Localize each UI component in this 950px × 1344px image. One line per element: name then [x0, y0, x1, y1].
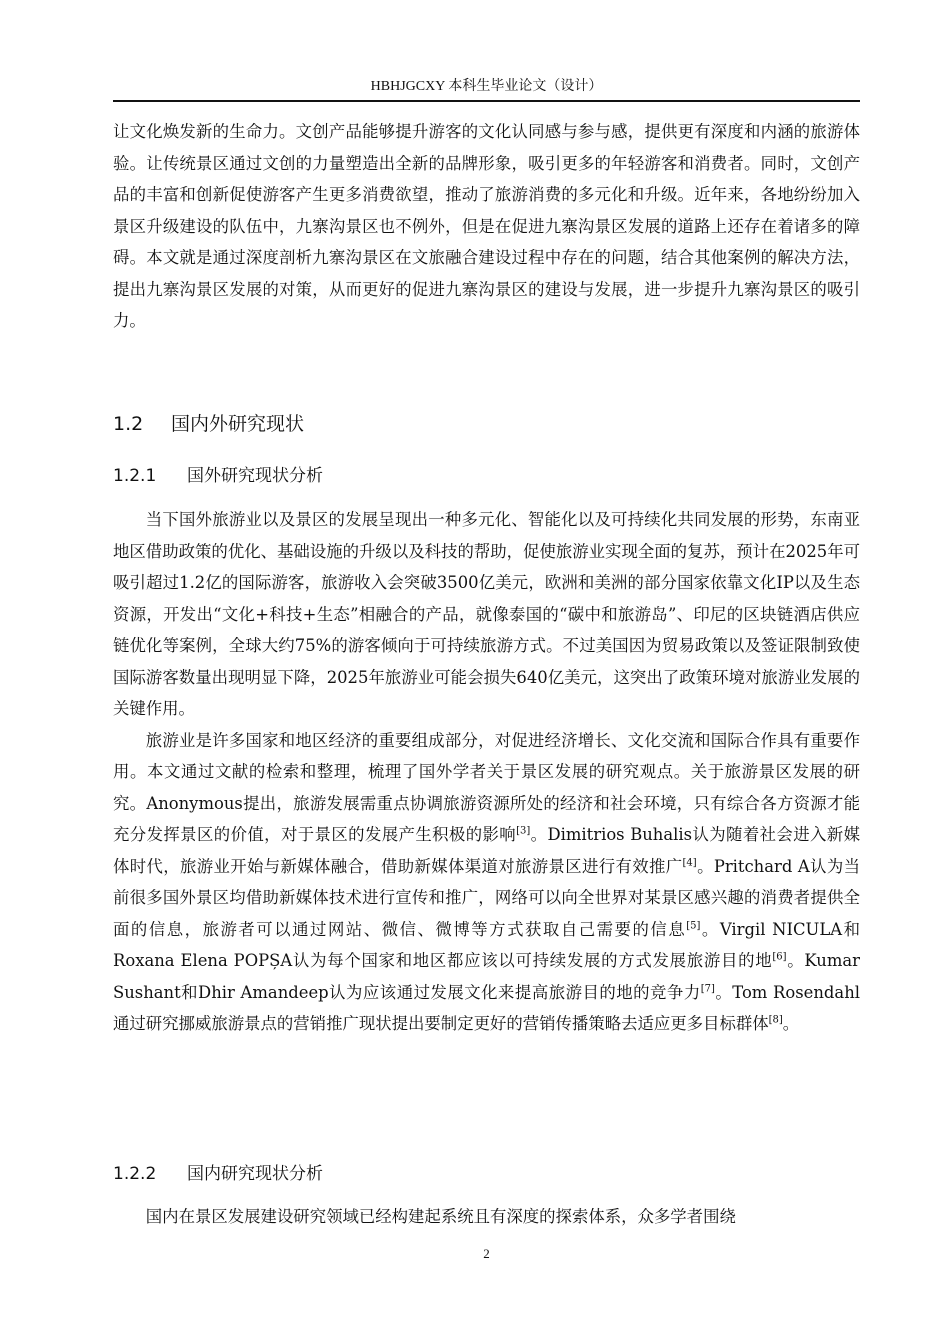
citation-ref: [7] — [700, 983, 715, 995]
section-number: 1.2.1 — [113, 466, 157, 486]
text-segment: 旅游业是许多国家和地区经济的重要组成部分，对促进经济增长、文化交流和国际合作具有重要作用。本文通过文献的检索和整理，梳理了国外学者关于景区发展的研究观点。关于旅游景区发展的研究。Anonymous提出，旅游发展需重点协调旅游资源所处的经济和社会环境，只有综合各方资源才能充分发挥景区的价值，对于景区的发展产生积极的影响 — [113, 730, 860, 844]
foreign-research-paragraph-2 — [113, 725, 860, 1040]
foreign-research-block — [113, 504, 860, 1040]
text-segment: 。 — [782, 1014, 800, 1033]
citation-ref: [5] — [686, 920, 701, 932]
citation-ref: [3] — [516, 825, 531, 837]
section-title: 国内研究现状分析 — [187, 1164, 323, 1184]
section-title: 国内外研究现状 — [171, 413, 305, 435]
text-segment: 。Dimitrios Buhalis认为随着社会进入新媒体时代，旅游业开始与新媒体融合，借助新媒体渠道对旅游景区进行有效推广 — [113, 825, 860, 876]
foreign-research-paragraph-1: 当下国外旅游业以及景区的发展呈现出一种多元化、智能化以及可持续化共同发展的形势，东南亚地区借助政策的优化、基础设施的升级以及科技的帮助，促使旅游业实现全面的复苏，预计在2025年可吸引超过1.2亿的国际游客，旅游收入会突破3500亿美元，欧洲和美洲的部分国家依靠文化IP以及生态资源，开发出“文化+科技+生态”相融合的产品，就像泰国的“碳中和旅游岛”、印尼的区块链酒店供应链优化等案例，全球大约75%的游客倾向于可持续旅游方式。不过美国因为贸易政策以及签证限制致使国际游客数量出现明显下降，2025年旅游业可能会损失640亿美元，这突出了政策环境对旅游业发展的关键作用。 — [113, 510, 860, 718]
header-rule — [113, 100, 860, 102]
page-number: 2 — [483, 1246, 490, 1261]
text-segment: 。Kumar Sushant和Dhir Amandeep认为应该通过发展文化来提高旅游目的地的竞争力 — [113, 951, 860, 1002]
running-header: HBHJGCXY 本科生毕业论文（设计） — [370, 79, 603, 94]
citation-ref: [6] — [772, 951, 787, 963]
text-segment: 。Tom Rosendahl通过研究挪威旅游景点的营销推广现状提出要制定更好的营销传播策略去适应更多目标群体 — [113, 982, 860, 1033]
section-heading-1-2 — [113, 412, 304, 436]
citation-ref: [8] — [768, 1014, 783, 1026]
section-number: 1.2 — [113, 413, 144, 435]
citation-ref: [4] — [682, 857, 697, 869]
section-heading-1-2-1 — [113, 465, 323, 487]
section-number: 1.2.2 — [113, 1164, 157, 1184]
domestic-research-paragraph-1: 国内在景区发展建设研究领域已经构建起系统且有深度的探索体系，众多学者围绕 — [145, 1207, 736, 1226]
intro-block — [113, 116, 860, 337]
text-segment: 。Virgil NICULA和 Roxana Elena POPȘA认为每个国家和地区都应该以可持续发展的方式发展旅游目的地 — [113, 919, 860, 970]
intro-paragraph: 让文化焕发新的生命力。文创产品能够提升游客的文化认同感与参与感，提供更有深度和内涵的旅游体验。让传统景区通过文创的力量塑造出全新的品牌形象，吸引更多的年轻游客和消费者。同时，文创产品的丰富和创新促使游客产生更多消费欲望，推动了旅游消费的多元化和升级。近年来，各地纷纷加入景区升级建设的队伍中，九寨沟景区也不例外，但是在促进九寨沟景区发展的道路上还存在着诸多的障碍。本文就是通过深度剖析九寨沟景区在文旅融合建设过程中存在的问题，结合其他案例的解决方法，提出九寨沟景区发展的对策，从而更好的促进九寨沟景区的建设与发展，进一步提升九寨沟景区的吸引力。 — [113, 122, 860, 330]
domestic-research-block — [113, 1201, 860, 1233]
section-heading-1-2-2 — [113, 1163, 323, 1185]
text-segment: 。Pritchard A认为当前很多国外景区均借助新媒体技术进行宣传和推广，网络可以向全世界对某景区感兴趣的消费者提供全面的信息，旅游者可以通过网站、微信、微博等方式获取自己需要的信息 — [113, 856, 861, 939]
section-title: 国外研究现状分析 — [187, 466, 323, 486]
